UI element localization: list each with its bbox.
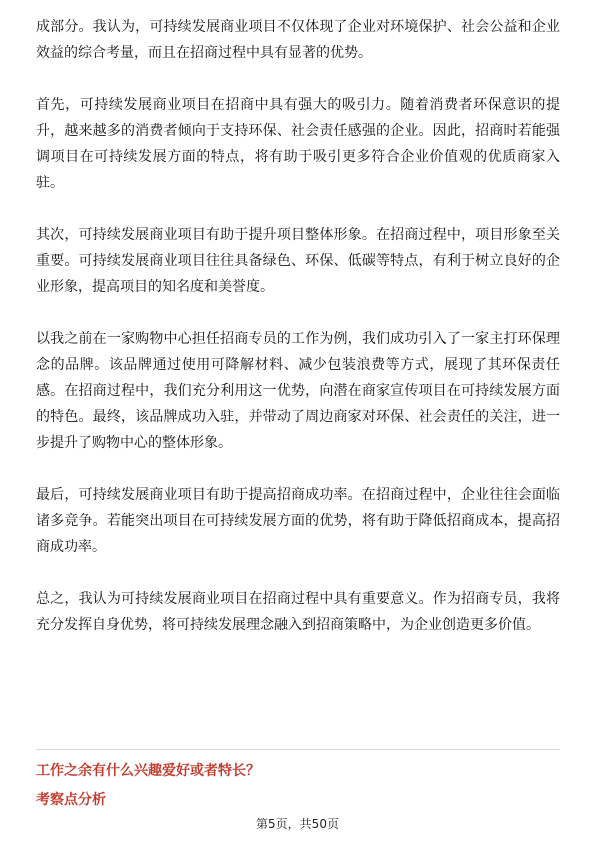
paragraph-gap [36, 196, 560, 222]
paragraph-gap [36, 560, 560, 586]
paragraph-example: 以我之前在一家购物中心担任招商专员的工作为例，我们成功引入了一家主打环保理念的品牌。该品牌通过使用可降解材料、减少包装浪费等方式，展现了其环保责任感。在招商过程中，我们充分利用这一优势，向潜在商家宣传项目在可持续发展方面的特色。最终，该品牌成功入驻，并带动了周边商家对环保、社会责任的关注，进一步提升了购物中心的整体形象。 [36, 331, 560, 451]
paragraph-second-point: 其次，可持续发展商业项目有助于提升项目整体形象。在招商过程中，项目形象至关重要。可持续发展商业项目往往具备绿色、环保、低碳等特点，有利于树立良好的企业形象，提高项目的知名度和美誉度。 [36, 227, 560, 295]
analysis-heading: 考察点分析 [36, 792, 106, 808]
page-footer: 第5页，共50页 [256, 817, 339, 831]
section-divider [36, 749, 560, 750]
paragraph-gap [36, 66, 560, 92]
paragraph-first-point: 首先，可持续发展商业项目在招商中具有强大的吸引力。随着消费者环保意识的提升，越来越多的消费者倾向于支持环保、社会责任感强的企业。因此，招商时若能强调项目在可持续发展方面的特点，将有助于吸引更多符合企业价值观的优质商家入驻。 [36, 97, 560, 191]
paragraph-intro-continuation: 成部分。我认为，可持续发展商业项目不仅体现了企业对环境保护、社会公益和企业效益的综合考量，而且在招商过程中具有显著的优势。 [36, 19, 560, 61]
paragraph-conclusion: 总之，我认为可持续发展商业项目在招商过程中具有重要意义。作为招商专员，我将充分发挥自身优势，将可持续发展理念融入到招商策略中，为企业创造更多价值。 [36, 591, 560, 633]
question-heading: 工作之余有什么兴趣爱好或者特长？ [36, 763, 260, 779]
document-body [36, 14, 560, 638]
paragraph-last-point: 最后，可持续发展商业项目有助于提高招商成功率。在招商过程中，企业往往会面临诸多竞争。若能突出项目在可持续发展方面的优势，将有助于降低招商成本，提高招商成功率。 [36, 487, 560, 555]
paragraph-gap [36, 456, 560, 482]
paragraph-gap [36, 300, 560, 326]
